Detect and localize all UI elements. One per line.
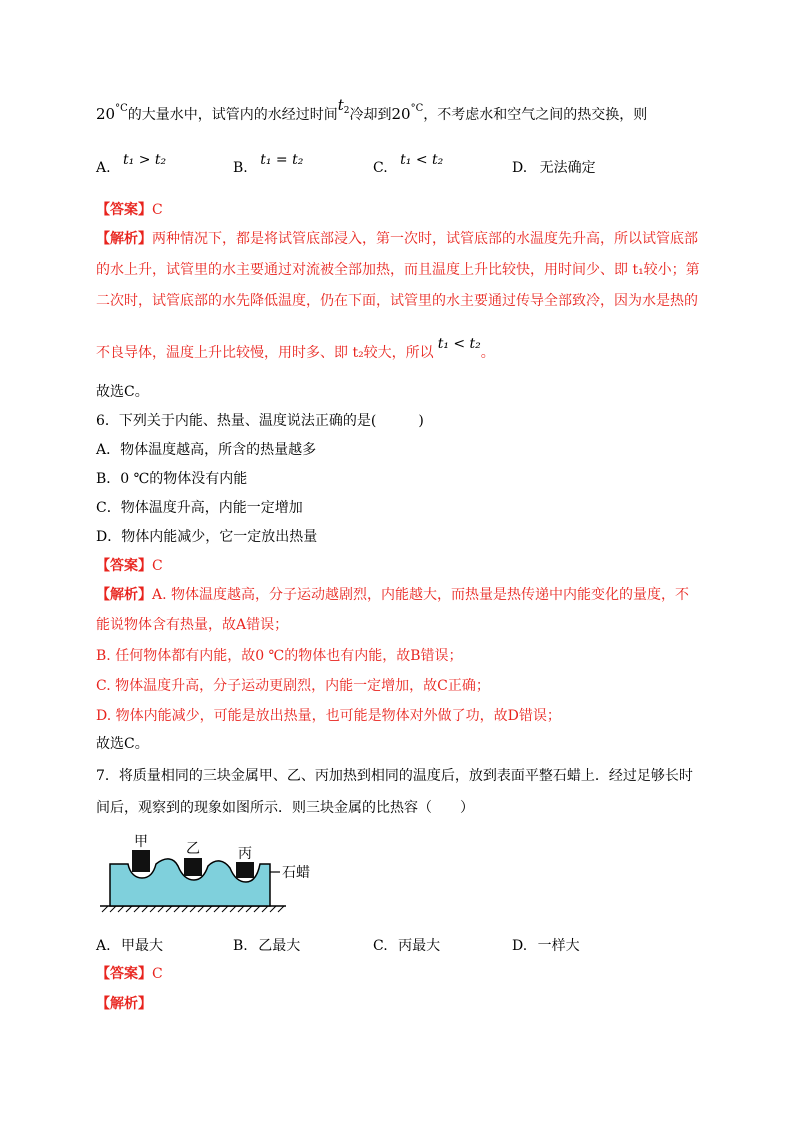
q6-analysis-line-5: D. 物体内能减少，可能是放出热量，也可能是物体对外做了功，故D错误； [96, 708, 561, 724]
q7-option-a-letter: A. [96, 938, 111, 954]
q7-option-a[interactable] [96, 936, 163, 956]
q6-answer [96, 556, 163, 576]
q5-option-a-letter: A. [96, 160, 111, 176]
q7-option-b[interactable] [233, 936, 300, 956]
q5-stem [96, 96, 648, 127]
q5-analysis-line-3: 二次时，试管底部的水先降低温度，仍在下面，试管里的水主要通过传导全部致冷，因为水是热的 [96, 293, 698, 309]
label-yi: 乙 [186, 841, 200, 857]
q6-conclusion: 故选C。 [96, 736, 149, 752]
q5-option-a[interactable] [96, 152, 167, 178]
q7-figure-svg [96, 828, 326, 918]
q5-analysis-line-2: 的水上升，试管里的水主要通过对流被全部加热，而且温度上升比较快，用时间少、即 t₁较小；第 [96, 262, 700, 278]
q5-conclusion: 故选C。 [96, 384, 149, 400]
q5-analysis-end: 。 [480, 345, 495, 361]
label-wax: 石蜡 [282, 865, 310, 881]
q6-answer-label: 【答案】 [96, 558, 152, 574]
q5-option-d[interactable] [512, 158, 596, 178]
block-bing [236, 862, 254, 878]
q5-option-d-letter: D. [512, 160, 528, 176]
q5-option-c[interactable] [373, 152, 444, 178]
q5-temp2: 20 [391, 105, 411, 123]
q6-analysis-line-4: C. 物体温度升高，分子运动更剧烈，内能一定增加，故C正确； [96, 678, 490, 694]
q5-option-b-expr: t₁ = t₂ [260, 152, 304, 168]
q5-analysis-label: 【解析】 [96, 231, 152, 247]
q5-analysis-expr: t₁ < t₂ [437, 336, 481, 352]
q5-deg2: °C [410, 103, 424, 114]
q5-option-a-expr: t₁ > t₂ [123, 152, 167, 168]
q7-analysis-label: 【解析】 [96, 996, 152, 1012]
q7-answer-value: C [152, 966, 163, 982]
q7-option-d-text: 一样大 [537, 938, 580, 954]
q5-stem-part1: 的大量水中，试管内的水经过时间 [127, 107, 338, 123]
q7-option-c-text: 丙最大 [398, 938, 441, 954]
q7-option-c-letter: C. [373, 938, 388, 954]
q5-option-b[interactable] [233, 152, 304, 178]
q6-analysis-text-1: A. 物体温度越高，分子运动越剧烈，内能越大，而热量是热传递中内能变化的量度，不 [152, 587, 690, 603]
q5-stem-part2: 冷却到 [349, 107, 392, 123]
q5-analysis-text-1: 两种情况下，都是将试管底部浸入，第一次时，试管底部的水温度先升高，所以试管底部 [152, 231, 698, 247]
q7-analysis [96, 994, 152, 1014]
q7-answer [96, 964, 163, 984]
q5-option-d-expr: 无法确定 [539, 160, 596, 176]
q6-analysis-line-1 [96, 585, 689, 605]
q7-option-d-letter: D. [512, 938, 528, 954]
q5-option-b-letter: B. [233, 160, 248, 176]
ground-hatch [102, 906, 284, 912]
q6-option-d[interactable]: D．物体内能减少，它一定放出热量 [96, 529, 318, 545]
q5-answer [96, 200, 163, 220]
q6-stem: 6．下列关于内能、热量、温度说法正确的是( ) [96, 413, 424, 429]
q6-option-b[interactable]: B．0 ℃的物体没有内能 [96, 471, 248, 487]
q5-temp1: 20 [96, 105, 116, 123]
q7-option-b-text: 乙最大 [258, 938, 301, 954]
q7-stem-line-2: 间后，观察到的现象如图所示．则三块金属的比热容（ ） [96, 800, 474, 816]
q7-option-b-letter: B. [233, 938, 248, 954]
label-jia: 甲 [134, 834, 148, 850]
q7-option-d[interactable] [512, 936, 580, 956]
q5-answer-label: 【答案】 [96, 202, 152, 218]
block-jia [132, 850, 150, 872]
q7-option-c[interactable] [373, 936, 440, 956]
q7-answer-label: 【答案】 [96, 966, 152, 982]
q7-stem-line-1: 7．将质量相同的三块金属甲、乙、丙加热到相同的温度后，放到表面平整石蜡上．经过足够长时 [96, 768, 693, 784]
q5-stem-part3: ，不考虑水和空气之间的热交换，则 [423, 107, 648, 123]
q7-option-a-text: 甲最大 [121, 938, 164, 954]
label-bing: 丙 [238, 846, 252, 862]
q5-deg1: °C [115, 103, 128, 114]
q6-analysis-line-3: B. 任何物体都有内能，故0 ℃的物体也有内能，故B错误； [96, 648, 463, 664]
q5-option-c-letter: C. [373, 160, 388, 176]
q7-figure [96, 828, 326, 918]
q6-analysis-label: 【解析】 [96, 587, 152, 603]
q5-analysis-text-4: 不良导体，温度上升比较慢，用时多、即 t₂较大，所以 [96, 345, 434, 361]
block-yi [184, 858, 202, 876]
q5-option-c-expr: t₁ < t₂ [400, 152, 444, 168]
q5-analysis-line-1 [96, 229, 698, 249]
q6-answer-value: C [152, 558, 163, 574]
q5-t2-var: t [337, 96, 344, 114]
q6-analysis-line-2: 能说物体含有热量，故A错误； [96, 617, 289, 633]
q6-option-a[interactable]: A．物体温度越高，所含的热量越多 [96, 442, 317, 458]
q5-analysis-line-4 [96, 336, 495, 363]
q5-answer-value: C [152, 202, 163, 218]
q5-t2-sub: 2 [343, 106, 350, 116]
q6-option-c[interactable]: C．物体温度升高，内能一定增加 [96, 500, 303, 516]
